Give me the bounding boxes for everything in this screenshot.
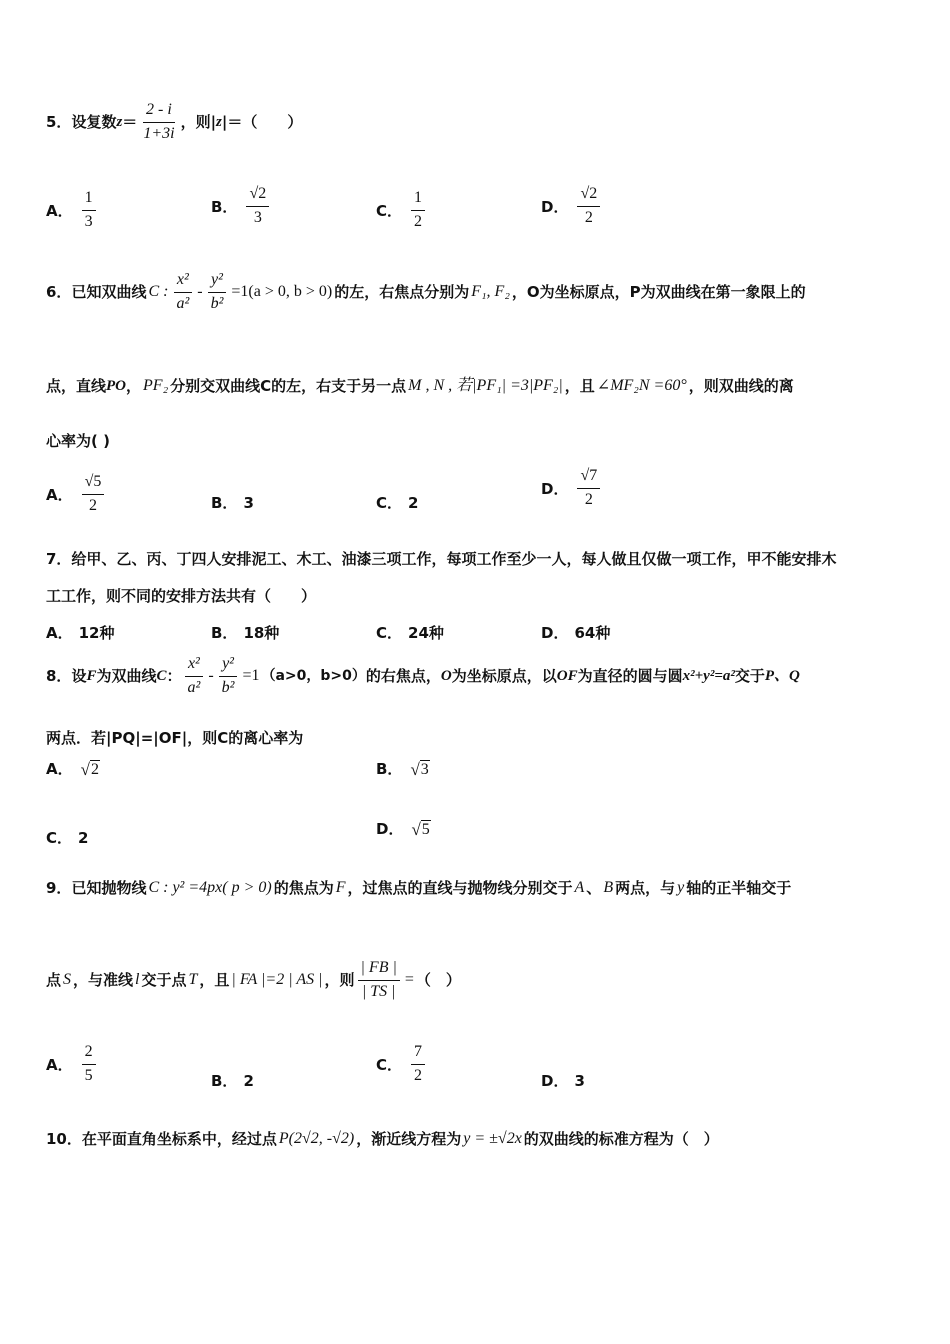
q8-frac-y: [219, 656, 238, 697]
q5-option-a-num: 1: [82, 190, 96, 211]
q6-curve-suffix: =1(a > 0, b > 0): [231, 283, 333, 301]
q5-option-d-den: 2: [584, 208, 593, 226]
q8-option-d-radicand: 5: [421, 820, 430, 838]
q9-F: F: [335, 879, 346, 896]
q9-text-e: 轴的正半轴交于: [686, 878, 792, 897]
q8-option-a-label: A．: [46, 760, 73, 778]
q9-option-c[interactable]: [376, 1044, 428, 1085]
q9-frac-den: | TS |: [361, 982, 396, 1000]
q5-option-d-label: D．: [541, 197, 569, 216]
q8-option-b[interactable]: [376, 758, 432, 779]
q5-option-d-num: √2: [577, 186, 600, 207]
q6-frac-x: [173, 272, 192, 313]
q7-line1: 7．给甲、乙、丙、丁四人安排泥工、木工、油漆三项工作，每项工作至少一人，每人做且仅做一项工作，甲不能安排木: [46, 550, 837, 568]
q5-option-a-den: 3: [84, 212, 93, 230]
q6-text-a: 已知双曲线: [71, 282, 147, 301]
q9-T: T: [188, 971, 198, 989]
q8-option-a[interactable]: [46, 758, 102, 779]
q7-option-c-text: 24种: [408, 624, 444, 642]
q9-option-a-frac: [82, 1044, 96, 1085]
q9-sep: 、: [586, 878, 602, 897]
q10-asymptote: y = ±√2x: [463, 1130, 522, 1147]
q5-option-a-frac: [82, 190, 96, 231]
q6-line2-a: 点，直线: [46, 376, 107, 395]
q9-eq: =: [404, 971, 414, 989]
q7-option-c-label: C．: [376, 624, 403, 642]
q9-cond: | FA |=2 | AS |: [231, 971, 323, 989]
q9-y: y: [677, 879, 685, 896]
q5-option-c[interactable]: [376, 190, 428, 231]
q8-option-a-radicand: 2: [90, 760, 99, 778]
q8-option-b-label: B．: [376, 760, 403, 778]
q9-line2-a: 点: [46, 970, 62, 989]
q8-text-f: 为直径的圆与圆: [577, 666, 683, 685]
q6-line2-e: ，则双曲线的离: [688, 376, 794, 395]
q6-text-c: ，O为坐标原点，P为双曲线在第一象限上的: [511, 282, 806, 301]
q6-option-a-num: √5: [82, 474, 105, 495]
q9-option-b-text: 2: [243, 1071, 254, 1090]
q9-option-c-num: 7: [411, 1044, 425, 1065]
q5-text-c: |＝（ ）: [221, 112, 303, 131]
q8-stem-line2: [46, 731, 303, 746]
q7-option-a[interactable]: [46, 622, 114, 643]
q7-option-d-text: 64种: [574, 624, 611, 642]
q8-C: C: [156, 667, 167, 684]
q6-frac-x-num: x²: [174, 272, 192, 293]
q9-option-a-label: A．: [46, 1055, 73, 1074]
q9-option-d-text: 3: [574, 1071, 585, 1090]
q9-option-c-label: C．: [376, 1055, 403, 1074]
q8-option-d[interactable]: [376, 818, 433, 839]
q5-option-c-label: C．: [376, 201, 403, 220]
q8-circle: x²+y²=a²: [682, 667, 735, 684]
q6-option-d-frac: [577, 468, 600, 509]
q6-option-d[interactable]: [541, 468, 603, 509]
q5-var-z2: z: [216, 113, 222, 130]
q10-text-b: ，渐近线方程为: [356, 1129, 462, 1148]
q9-option-a-den: 5: [84, 1066, 93, 1084]
q6-line3: 心率为( ): [46, 432, 110, 450]
q9-number: 9．: [46, 878, 72, 897]
q7-option-d-label: D．: [541, 624, 569, 642]
q6-option-a[interactable]: [46, 474, 107, 515]
q8-frac-x-den: a²: [187, 678, 201, 696]
q5-option-d-frac: [577, 186, 600, 227]
q8-text-a: 设: [71, 666, 87, 685]
q5-option-b[interactable]: [211, 186, 272, 227]
q9-B: B: [603, 879, 614, 896]
q7-option-b-label: B．: [211, 624, 238, 642]
q8-eq1: =1: [242, 667, 260, 685]
q6-option-d-num: √7: [577, 468, 600, 489]
q8-text-b: 为双曲线: [96, 666, 157, 685]
q9-option-b[interactable]: [211, 1070, 254, 1091]
q8-frac-y-den: b²: [221, 678, 235, 696]
q8-frac-y-num: y²: [219, 656, 237, 677]
q7-option-d[interactable]: [541, 622, 610, 643]
q5-option-d[interactable]: [541, 186, 603, 227]
q6-option-b[interactable]: [211, 492, 254, 513]
q7-line2: 工工作，则不同的安排方法共有（ ）: [46, 587, 317, 605]
q6-option-b-text: 3: [243, 493, 254, 512]
q8-option-a-sqrt: √ 2: [80, 759, 99, 779]
q6-line2-b: ，: [126, 376, 142, 395]
q6-option-a-den: 2: [89, 496, 97, 514]
q8-text-d: 的右焦点，: [365, 666, 441, 685]
q8-option-c[interactable]: [46, 827, 88, 848]
q7-option-b-text: 18种: [243, 624, 280, 642]
q9-line2-b: ，与准线: [73, 970, 134, 989]
q8-stem-line1: [46, 656, 800, 697]
q7-option-b[interactable]: [211, 622, 279, 643]
q6-option-c-label: C．: [376, 494, 403, 512]
q10-text-a: 在平面直角坐标系中，经过点: [81, 1129, 277, 1148]
q8-O: O: [440, 667, 452, 684]
q7-option-c[interactable]: [376, 622, 444, 643]
q9-line2-c: 交于点: [141, 970, 187, 989]
q9-S: S: [63, 971, 72, 989]
q7-option-a-text: 12种: [78, 624, 115, 642]
q8-cond: （a>0，b>0）: [261, 668, 366, 685]
q6-cond1: M , N , 若|PF₁| =3|PF₂|: [408, 377, 563, 394]
q10-stem: [46, 1131, 719, 1147]
q5-frac-den: 1+3i: [143, 124, 175, 142]
q5-var-z: z: [116, 113, 123, 130]
q9-text-c: ，过焦点的直线与抛物线分别交于: [347, 878, 573, 897]
q8-option-c-label: C．: [46, 829, 73, 847]
q6-frac-y: [208, 272, 227, 313]
q6-line2-c: 分别交双曲线C的左，右支于另一点: [170, 376, 407, 395]
q6-po: PO: [106, 377, 127, 394]
q6-option-c-text: 2: [408, 493, 419, 512]
q6-pf2: PF₂: [143, 377, 169, 394]
q7-option-a-label: A．: [46, 624, 73, 642]
q8-frac-x-num: x²: [185, 656, 203, 677]
q8-line2: 两点．若|PQ|=|OF|，则C的离心率为: [46, 729, 304, 747]
q6-minus: -: [197, 283, 203, 301]
q6-stem-line3: [46, 434, 110, 449]
q9-stem-line1: [46, 880, 791, 896]
q6-curve-prefix: C :: [148, 283, 169, 301]
q9-option-b-label: B．: [211, 1072, 238, 1090]
q8-text-c: ：: [166, 666, 182, 685]
q8-OF: OF: [556, 667, 578, 684]
q9-option-d[interactable]: [541, 1070, 585, 1091]
q6-text-b: 的左，右焦点分别为: [334, 282, 470, 301]
q5-option-a-label: A．: [46, 201, 73, 220]
q5-eq: ＝: [122, 112, 138, 131]
q6-line2-d: ，且: [564, 376, 595, 395]
q5-number: 5．: [46, 112, 72, 131]
q5-fraction: [140, 102, 177, 143]
q6-option-b-label: B．: [211, 494, 238, 512]
q9-line2-e: ，则: [324, 970, 355, 989]
q5-text-b: ，则|: [180, 112, 217, 131]
q6-stem-line1: [46, 272, 806, 313]
q9-line2-f: （ ）: [415, 970, 461, 989]
q6-stem-line2: [46, 378, 794, 394]
q5-option-b-label: B．: [211, 197, 238, 216]
q5-stem: [46, 102, 302, 143]
q7-stem-line2: [46, 589, 316, 604]
q8-text-g: 交于: [734, 666, 765, 685]
q6-foci: F₁, F₂: [471, 283, 510, 301]
q9-line2-d: ，且: [199, 970, 230, 989]
q6-option-d-den: 2: [584, 490, 593, 508]
q5-option-c-den: 2: [414, 212, 423, 230]
q7-stem-line1: [46, 552, 836, 567]
q6-frac-x-den: a²: [176, 294, 190, 312]
q8-F: F: [86, 667, 97, 684]
q9-fraction: [358, 960, 400, 1001]
q9-text-a: 已知抛物线: [71, 878, 147, 897]
q6-cond2: ∠MF₂N =60°: [596, 377, 687, 394]
q5-option-b-den: 3: [253, 208, 262, 226]
q6-option-d-label: D．: [541, 479, 569, 498]
q9-option-a-num: 2: [82, 1044, 96, 1065]
q5-option-a[interactable]: [46, 190, 99, 231]
q8-option-c-text: 2: [78, 828, 89, 847]
q5-option-c-frac: [411, 190, 425, 231]
q6-option-a-frac: [82, 474, 105, 515]
q6-option-c[interactable]: [376, 492, 418, 513]
q5-option-c-num: 1: [411, 190, 425, 211]
q9-text-d: 两点，与: [615, 878, 676, 897]
q10-number: 10．: [46, 1129, 82, 1148]
q8-option-d-sqrt: √ 5: [411, 819, 430, 839]
q9-option-c-frac: [411, 1044, 425, 1085]
q10-point: P(2√2, -√2): [278, 1130, 355, 1147]
q9-option-d-label: D．: [541, 1072, 569, 1090]
q6-frac-y-den: b²: [210, 294, 224, 312]
q9-A: A: [574, 879, 585, 896]
q8-minus: -: [208, 667, 214, 685]
q9-option-c-den: 2: [414, 1066, 423, 1084]
q6-frac-y-num: y²: [208, 272, 226, 293]
q8-option-d-label: D．: [376, 820, 404, 838]
q6-option-a-label: A．: [46, 485, 73, 504]
q9-stem-line2: [46, 960, 461, 1001]
q10-text-c: 的双曲线的标准方程为（ ）: [523, 1129, 719, 1148]
q5-option-b-frac: [246, 186, 269, 227]
q9-text-b: 的焦点为: [273, 878, 334, 897]
q5-frac-num: 2 - i: [143, 102, 175, 123]
q9-frac-num: | FB |: [358, 960, 400, 981]
q8-PQ: P、Q: [764, 667, 800, 684]
q6-number: 6．: [46, 282, 72, 301]
q5-text-a: 设复数: [71, 112, 117, 131]
q9-option-a[interactable]: [46, 1044, 99, 1085]
q5-option-b-num: √2: [246, 186, 269, 207]
q8-text-e: 为坐标原点，以: [451, 666, 557, 685]
q8-option-b-sqrt: √ 3: [410, 759, 429, 779]
q9-curve: C : y² =4px( p > 0): [148, 879, 272, 896]
q8-number: 8．: [46, 666, 72, 685]
q8-frac-x: [185, 656, 204, 697]
q9-l: l: [135, 971, 140, 989]
q8-option-b-radicand: 3: [420, 760, 429, 778]
